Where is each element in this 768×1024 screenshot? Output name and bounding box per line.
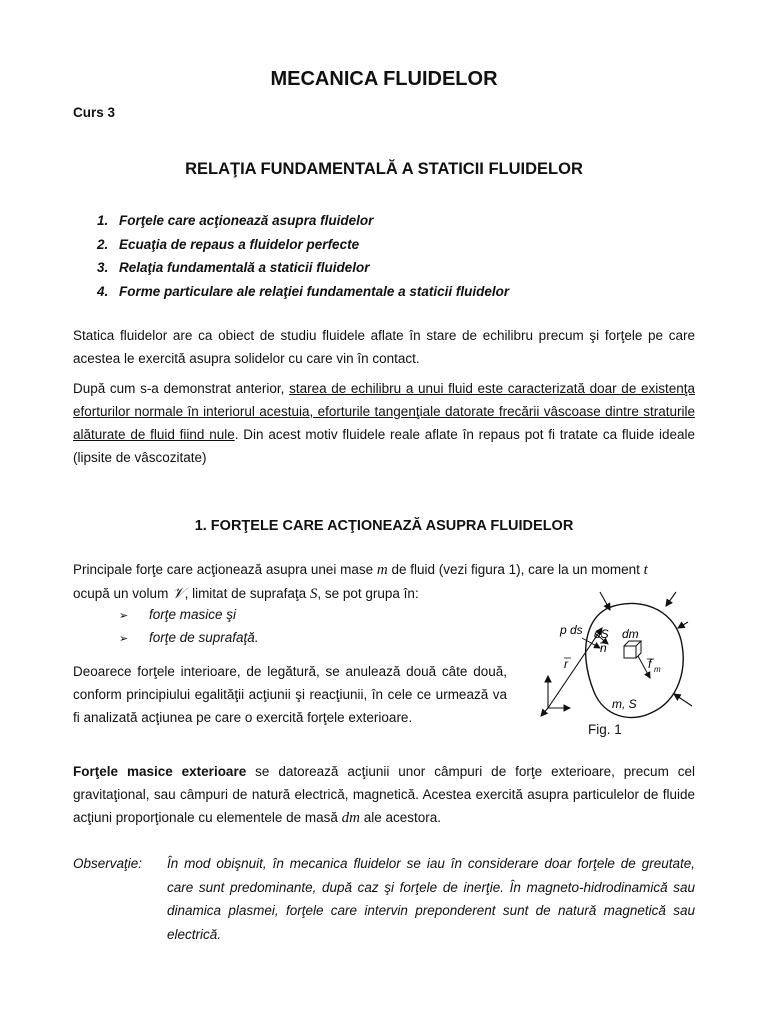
paragraph-equilibrium: După cum s-a demonstrat anterior, starea de echilibru a unui fluid este caracterizată doar de existenţa eforturilor normale în interiorul acestuia, eforturile tangenţiale datorate frecării vâscoase dintre straturile alăturate de fluid fiind nule. Din acest motiv fluidele reale aflate în repaus pot fi tratate ca fluide ideale (lipsite de vâscozitate) [73, 381, 696, 465]
paragraph-forces-intro: Principale forţe care acţionează asupra unei mase m de fluid (vezi figura 1), care la un moment t ocupă un volum 𝒱, limitat de suprafaţa S, se pot grupa în: [73, 562, 648, 602]
document-title: MECANICA FLUIDELOR [270, 68, 498, 90]
label-dS: dS [594, 627, 609, 641]
observation-label: Observaţie: [73, 856, 143, 871]
label-mS: m, S [612, 697, 637, 711]
section-heading: 1. FORŢELE CARE ACŢIONEAZĂ ASUPRA FLUIDELOR [194, 518, 574, 534]
label-fm: f [648, 657, 652, 671]
chapter-subtitle: RELAŢIA FUNDAMENTALĂ A STATICII FLUIDELOR [185, 160, 583, 178]
paragraph-intro: Statica fluidelor are ca obiect de studiu fluidele aflate în stare de echilibru precum şi forţele pe care acestea le exercită asupra solidelor cu care vin în contact. [73, 328, 695, 366]
paragraph-interior-forces: Deoarece forţele interioare, de legătură, se anulează două câte două, conform principiului egalităţii acţiunii şi reacţiunii, în cele ce urmează va fi analizată acţiunea pe care o exercită forţele exterioare. [73, 664, 507, 725]
bullet-item: ➢ forţe de suprafaţă. [119, 630, 259, 645]
label-pds: p ds [560, 623, 583, 637]
label-dm: dm [622, 627, 639, 641]
table-of-contents [97, 209, 509, 303]
mass-element-cube [624, 641, 641, 658]
figure-caption: Fig. 1 [588, 722, 622, 737]
figure-1 [538, 588, 694, 744]
bullet-item: ➢ forţe masice şi [119, 607, 237, 622]
surface-force-arrow [678, 622, 688, 628]
course-label: Curs 3 [73, 105, 116, 120]
paragraph-mass-forces: Forţele masice exterioare se datorează acţiunii unor câmpuri de forţe exterioare, precum cel gravitaţional, sau câmpuri de natură electrică, magnetică. Acestea exercită asupra particulelor de fluide acţiuni proporţionale cu elementele de masă dm ale acestora. [73, 764, 696, 826]
toc-item: 1. Forţele care acţionează asupra fluidelor [97, 213, 374, 228]
observation-text: În mod obişnuit, în mecanica fluidelor se iau în considerare doar forţele de greutate, care sunt predominante, după caz şi forţele de inerţie. În magneto-hidrodinamică sau dinamica plasmei, forţele care intervin preponderent sunt de natură magnetică sau electrică. [167, 856, 695, 942]
label-n: n [600, 641, 607, 655]
toc-item: 4. Forme particulare ale relaţiei fundamentale a staticii fluidelor [97, 283, 510, 299]
surface-force-arrow [674, 694, 692, 706]
toc-item: 2. Ecuaţia de repaus a fluidelor perfecte [97, 236, 360, 252]
surface-force-arrow [600, 592, 610, 610]
label-r: r [564, 657, 568, 671]
surface-force-arrow [666, 592, 676, 606]
axis-z [541, 708, 548, 716]
toc-item: 3. Relaţia fundamentală a staticii fluidelor [97, 260, 370, 275]
label-fm-sub: m [654, 665, 661, 674]
fluid-mass-diagram [538, 588, 694, 744]
